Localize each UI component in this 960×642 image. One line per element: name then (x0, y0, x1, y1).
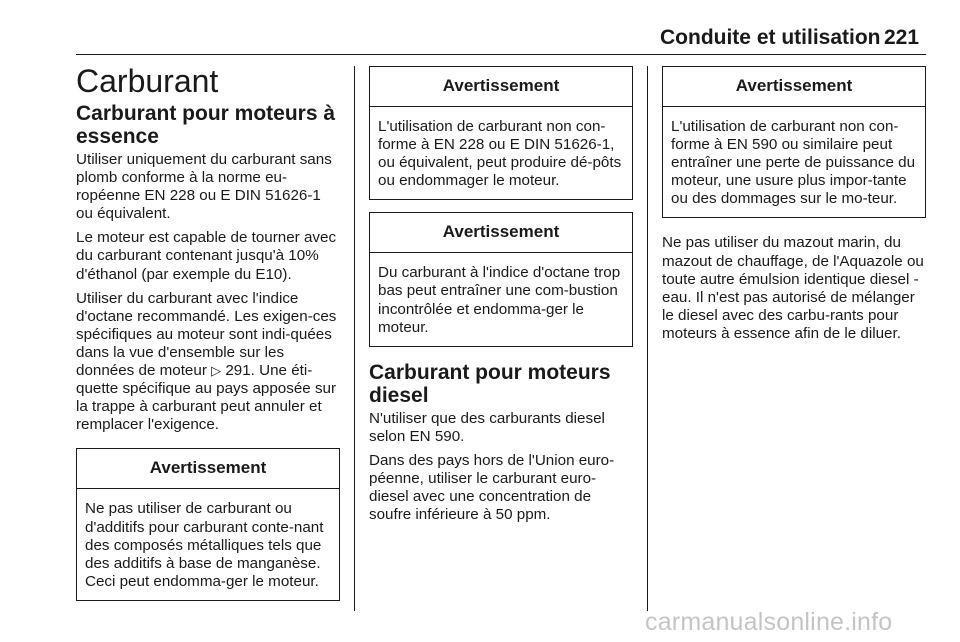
column-3 (662, 62, 926, 349)
warning-text: Du carburant à l'indice d'octane trop bas peut entraîner une com-bustion incontrôlée et endomma-ger le moteur. (378, 264, 621, 336)
paragraph-marine-fuel: Ne pas utiliser du mazout marin, du mazout de chauffage, de l'Aquazole ou toute autre émulsion identique diesel -eau. Il n'est pas autorisé de mélanger le diesel avec des carbu-rants pour moteurs à essence afin de le diluer. (662, 234, 924, 342)
warning-box-metallic-additives (76, 448, 340, 600)
warning-box-non-compliant-fuel (369, 66, 633, 200)
warning-text: L'utilisation de carburant non con-forme à EN 228 ou E DIN 51626-1, ou équivalent, peut produire dé-pôts ou endommager le moteur. (378, 118, 622, 190)
page-reference-icon: ▷ (211, 363, 222, 379)
paragraph-octane: Utiliser du carburant avec l'indice d'octane recommandé. Les exigen-ces spécifiques au moteur sont indi-quées dans la vue d'ensemble sur les données de moteur ▷ 291. Une éti-quette spécifique au pays apposée sur la trappe à carburant peut annuler et remplacer l'exigence. (76, 289, 337, 434)
section-title-diesel: Carburant pour moteurs diesel (369, 360, 611, 407)
section-title-petrol: Carburant pour moteurs à essence (76, 102, 336, 148)
page-reference-link[interactable]: 291 (225, 362, 251, 380)
warning-text: Ne pas utiliser de carburant ou d'additifs pour carburant conte-nant des composés métalliques tels que des additifs à base de manganèse. Ceci peut endomma-ger le moteur. (85, 500, 324, 590)
column-2 (369, 62, 633, 530)
warning-box-en590 (662, 66, 926, 218)
page-number: 221 (884, 26, 920, 49)
column-1 (76, 62, 340, 613)
column-divider-2 (647, 66, 648, 611)
running-header-title: Conduite et utilisation (660, 26, 881, 49)
paragraph-diesel-spec: N'utiliser que des carburants diesel selon EN 590. (369, 409, 605, 445)
warning-heading: Avertissement (663, 67, 925, 107)
paragraph-ethanol: Le moteur est capable de tourner avec du carburant contenant jusqu'à 10% d'éthanol (par exemple du E10). (76, 229, 337, 283)
warning-heading: Avertissement (370, 213, 632, 253)
chapter-title: Carburant (76, 63, 219, 99)
warning-heading: Avertissement (370, 67, 632, 107)
paragraph-eurodiesel: Dans des pays hors de l'Union euro-péenne, utiliser le carburant euro-diesel avec une concentration de soufre inférieure à 50 ppm. (369, 451, 615, 524)
watermark: carmanualsonline.info (645, 608, 893, 636)
column-divider-1 (354, 66, 355, 611)
header-rule (76, 54, 926, 55)
warning-text: L'utilisation de carburant non con-forme à EN 590 ou similaire peut entraîner une perte de puissance du moteur, une usure plus impor-tante ou des dommages sur le mo-teur. (671, 118, 916, 208)
paragraph-petrol-spec: Utiliser uniquement du carburant sans plomb conforme à la norme eu-ropéenne EN 228 ou E DIN 51626-1 ou équivalent. (76, 151, 332, 223)
warning-box-low-octane (369, 212, 633, 346)
warning-heading: Avertissement (77, 449, 339, 489)
